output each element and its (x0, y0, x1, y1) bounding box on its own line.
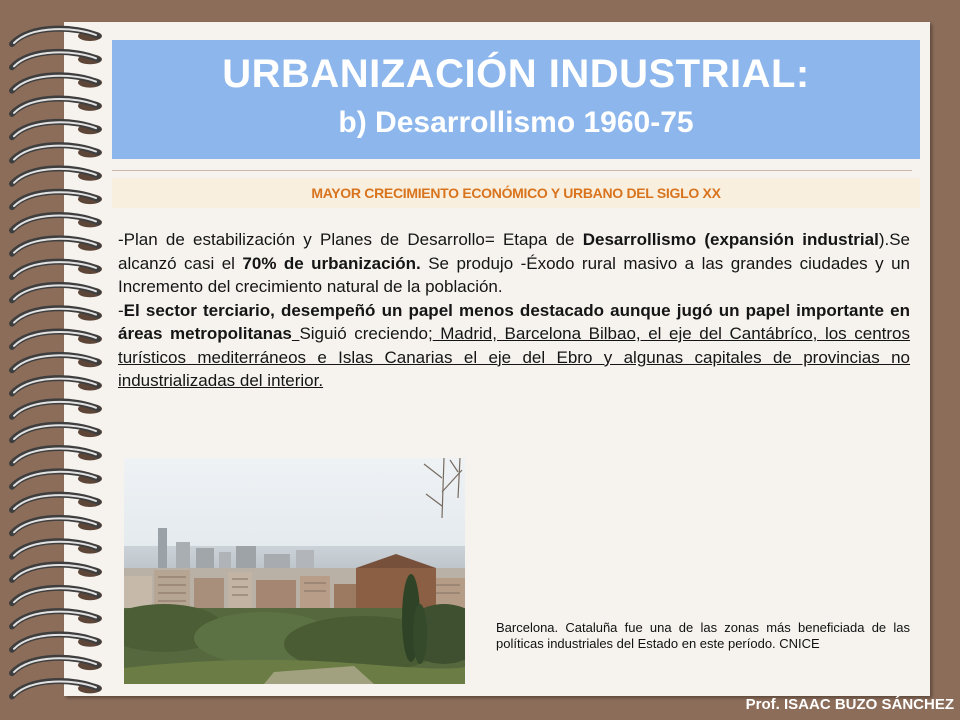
divider (112, 170, 912, 171)
paragraph-1 (118, 228, 910, 299)
author-credit: Prof. ISAAC BUZO SÁNCHEZ (745, 696, 954, 713)
subtitle-bar (112, 178, 920, 208)
paragraph-1-text-c: Se produjo -Éxodo rural masivo a las grandes ciudades y un Incremento del crecimiento natural de la población. (118, 253, 910, 296)
body-text (118, 228, 910, 393)
paragraph-1-bold-b: 70% de urbanización. (242, 253, 421, 273)
paragraph-1-text-a: -Plan de estabilización y Planes de Desarrollo= Etapa de (118, 230, 583, 249)
paragraph-1-text-b: ).Se alcanzó casi el (118, 230, 910, 273)
paragraph-2-text: Siguió creciendo; (299, 324, 433, 343)
slide-title: URBANIZACIÓN INDUSTRIAL: (222, 52, 810, 96)
title-box (112, 40, 920, 159)
section-heading: MAYOR CRECIMIENTO ECONÓMICO Y URBANO DEL SIGLO XX (311, 185, 721, 201)
barcelona-photo (124, 458, 465, 684)
slide-subtitle-title: b) Desarrollismo 1960-75 (338, 106, 694, 139)
paragraph-2-bold: El sector terciario, desempeñó un papel menos destacado aunque jugó un papel importante en áreas metropolitanas (118, 300, 910, 343)
spiral-binding-icon (6, 20, 110, 700)
paragraph-1-bold-a: Desarrollismo (expansión industrial (582, 230, 879, 249)
paragraph-2-dash: - (118, 300, 124, 320)
paragraph-2 (118, 299, 910, 393)
photo-caption: Barcelona. Cataluña fue una de las zonas más beneficiada de las políticas industriales del Estado en este período. CNICE (496, 620, 910, 651)
paragraph-2-underlined: Madrid, Barcelona Bilbao, el eje del Cantábríco, los centros turísticos mediterráneos e Islas Canarias el eje del Ebro y algunas capitales de provincias no industrializadas del interior. (118, 324, 910, 390)
